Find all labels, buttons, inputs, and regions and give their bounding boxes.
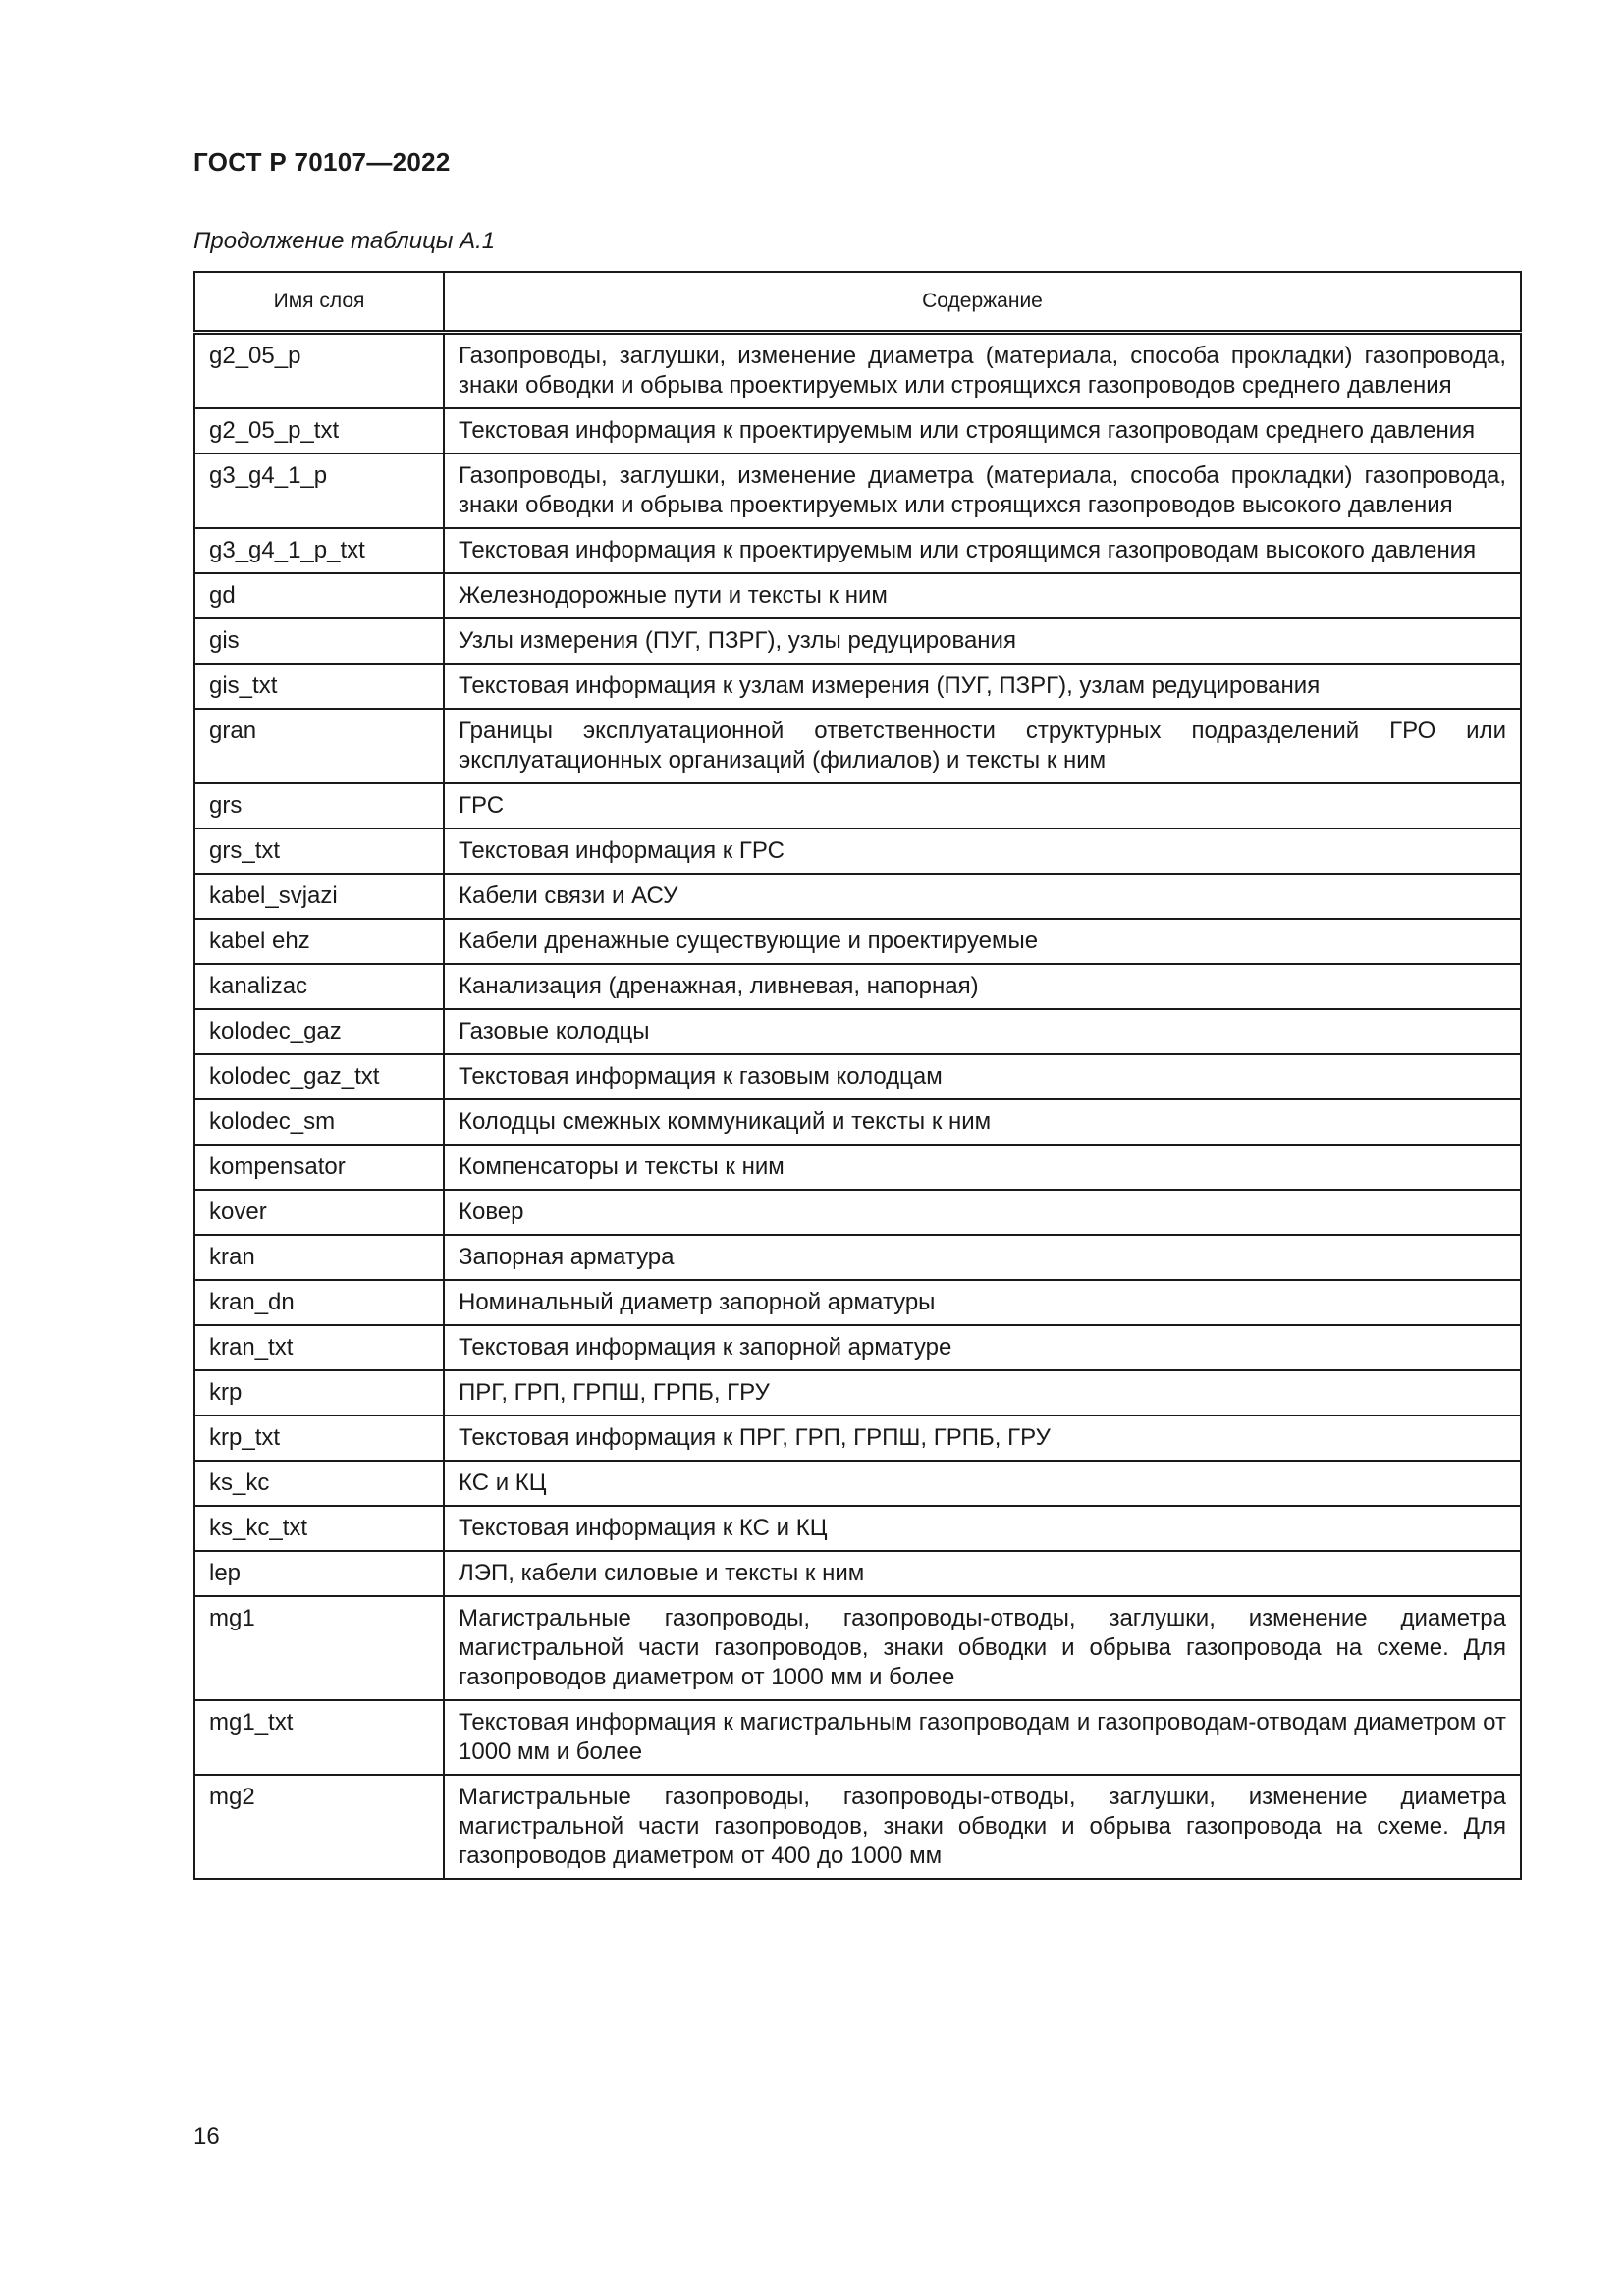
layer-content-cell: Компенсаторы и тексты к ним: [444, 1145, 1521, 1190]
layer-name-cell: lep: [194, 1551, 444, 1596]
layer-content-cell: Кабели связи и АСУ: [444, 874, 1521, 919]
layer-content-cell: Текстовая информация к ГРС: [444, 828, 1521, 874]
table-row: [194, 1054, 1521, 1099]
layer-name-cell: kran: [194, 1235, 444, 1280]
layer-name-cell: ks_kc: [194, 1461, 444, 1506]
table-row: [194, 1280, 1521, 1325]
layer-content-cell: ЛЭП, кабели силовые и тексты к ним: [444, 1551, 1521, 1596]
layer-content-cell: Узлы измерения (ПУГ, ПЗРГ), узлы редуцирования: [444, 618, 1521, 664]
layer-name-cell: kabel ehz: [194, 919, 444, 964]
table-row: [194, 573, 1521, 618]
table-row: [194, 919, 1521, 964]
layer-name-cell: gd: [194, 573, 444, 618]
table-row: [194, 1235, 1521, 1280]
layer-content-cell: Текстовая информация к узлам измерения (ПУГ, ПЗРГ), узлам редуцирования: [444, 664, 1521, 709]
layer-content-cell: Запорная арматура: [444, 1235, 1521, 1280]
column-header-layer-name: Имя слоя: [194, 272, 444, 333]
layer-name-cell: mg2: [194, 1775, 444, 1879]
layer-name-cell: g2_05_p: [194, 333, 444, 409]
table-row: [194, 828, 1521, 874]
layer-name-cell: grs: [194, 783, 444, 828]
layer-name-cell: gis_txt: [194, 664, 444, 709]
table-row: [194, 618, 1521, 664]
table-row: [194, 333, 1521, 409]
table-row: [194, 1190, 1521, 1235]
layer-name-cell: kran_txt: [194, 1325, 444, 1370]
layer-content-cell: Ковер: [444, 1190, 1521, 1235]
table-row: [194, 408, 1521, 454]
table-row: [194, 1506, 1521, 1551]
table-row: [194, 709, 1521, 783]
layer-name-cell: kran_dn: [194, 1280, 444, 1325]
layer-content-cell: Колодцы смежных коммуникаций и тексты к ним: [444, 1099, 1521, 1145]
layer-content-cell: Магистральные газопроводы, газопроводы-отводы, заглушки, изменение диаметра магистральной части газопроводов, знаки обводки и обрыва газопровода на схеме. Для газопроводов диаметром от 1000 мм и более: [444, 1596, 1521, 1700]
layer-content-cell: ПРГ, ГРП, ГРПШ, ГРПБ, ГРУ: [444, 1370, 1521, 1415]
layer-name-cell: kabel_svjazi: [194, 874, 444, 919]
layer-content-cell: Текстовая информация к проектируемым или строящимся газопроводам среднего давления: [444, 408, 1521, 454]
layer-content-cell: Текстовая информация к проектируемым или строящимся газопроводам высокого давления: [444, 528, 1521, 573]
table-row: [194, 1461, 1521, 1506]
document-header: ГОСТ Р 70107—2022: [193, 147, 451, 177]
table-row: [194, 964, 1521, 1009]
layer-name-cell: kolodec_sm: [194, 1099, 444, 1145]
layer-name-cell: mg1_txt: [194, 1700, 444, 1775]
layer-name-cell: g3_g4_1_p_txt: [194, 528, 444, 573]
table-row: [194, 528, 1521, 573]
layer-name-cell: krp_txt: [194, 1415, 444, 1461]
layer-content-cell: Границы эксплуатационной ответственности структурных подразделений ГРО или эксплуатационных организаций (филиалов) и тексты к ним: [444, 709, 1521, 783]
table-row: [194, 1099, 1521, 1145]
layer-content-cell: Номинальный диаметр запорной арматуры: [444, 1280, 1521, 1325]
table-row: [194, 1325, 1521, 1370]
layer-name-cell: g3_g4_1_p: [194, 454, 444, 528]
layer-content-cell: КС и КЦ: [444, 1461, 1521, 1506]
layer-content-cell: Текстовая информация к запорной арматуре: [444, 1325, 1521, 1370]
table-row: [194, 783, 1521, 828]
layer-content-cell: Текстовая информация к КС и КЦ: [444, 1506, 1521, 1551]
layer-content-cell: Текстовая информация к газовым колодцам: [444, 1054, 1521, 1099]
column-header-content: Содержание: [444, 272, 1521, 333]
layer-name-cell: krp: [194, 1370, 444, 1415]
layer-content-cell: ГРС: [444, 783, 1521, 828]
layer-name-cell: kanalizac: [194, 964, 444, 1009]
layer-name-cell: grs_txt: [194, 828, 444, 874]
layer-name-cell: kolodec_gaz_txt: [194, 1054, 444, 1099]
layer-content-cell: Газовые колодцы: [444, 1009, 1521, 1054]
layer-content-cell: Кабели дренажные существующие и проектируемые: [444, 919, 1521, 964]
table-row: [194, 1700, 1521, 1775]
layer-name-cell: gis: [194, 618, 444, 664]
table-row: [194, 1775, 1521, 1879]
table-row: [194, 1415, 1521, 1461]
layer-name-cell: g2_05_p_txt: [194, 408, 444, 454]
table-row: [194, 1009, 1521, 1054]
table-row: [194, 454, 1521, 528]
layer-content-cell: Канализация (дренажная, ливневая, напорная): [444, 964, 1521, 1009]
layers-table: [193, 271, 1522, 1880]
layer-content-cell: Текстовая информация к ПРГ, ГРП, ГРПШ, ГРПБ, ГРУ: [444, 1415, 1521, 1461]
layer-name-cell: mg1: [194, 1596, 444, 1700]
layer-name-cell: kover: [194, 1190, 444, 1235]
layer-name-cell: ks_kc_txt: [194, 1506, 444, 1551]
layer-name-cell: kolodec_gaz: [194, 1009, 444, 1054]
layer-content-cell: Газопроводы, заглушки, изменение диаметра (материала, способа прокладки) газопровода, знаки обводки и обрыва проектируемых или строящихся газопроводов высокого давления: [444, 454, 1521, 528]
layer-content-cell: Железнодорожные пути и тексты к ним: [444, 573, 1521, 618]
table-row: [194, 1596, 1521, 1700]
layer-name-cell: kompensator: [194, 1145, 444, 1190]
page-number: 16: [193, 2123, 220, 2150]
layer-content-cell: Газопроводы, заглушки, изменение диаметра (материала, способа прокладки) газопровода, знаки обводки и обрыва проектируемых или строящихся газопроводов среднего давления: [444, 333, 1521, 409]
table-header-row: [194, 272, 1521, 333]
layer-content-cell: Магистральные газопроводы, газопроводы-отводы, заглушки, изменение диаметра магистральной части газопроводов, знаки обводки и обрыва газопровода на схеме. Для газопроводов диаметром от 400 до 1000 мм: [444, 1775, 1521, 1879]
table-row: [194, 664, 1521, 709]
layer-name-cell: gran: [194, 709, 444, 783]
table-row: [194, 874, 1521, 919]
table-row: [194, 1370, 1521, 1415]
table-caption: Продолжение таблицы А.1: [193, 228, 496, 254]
layer-content-cell: Текстовая информация к магистральным газопроводам и газопроводам-отводам диаметром от 1000 мм и более: [444, 1700, 1521, 1775]
table-row: [194, 1145, 1521, 1190]
table-body: [194, 333, 1521, 1880]
table-row: [194, 1551, 1521, 1596]
